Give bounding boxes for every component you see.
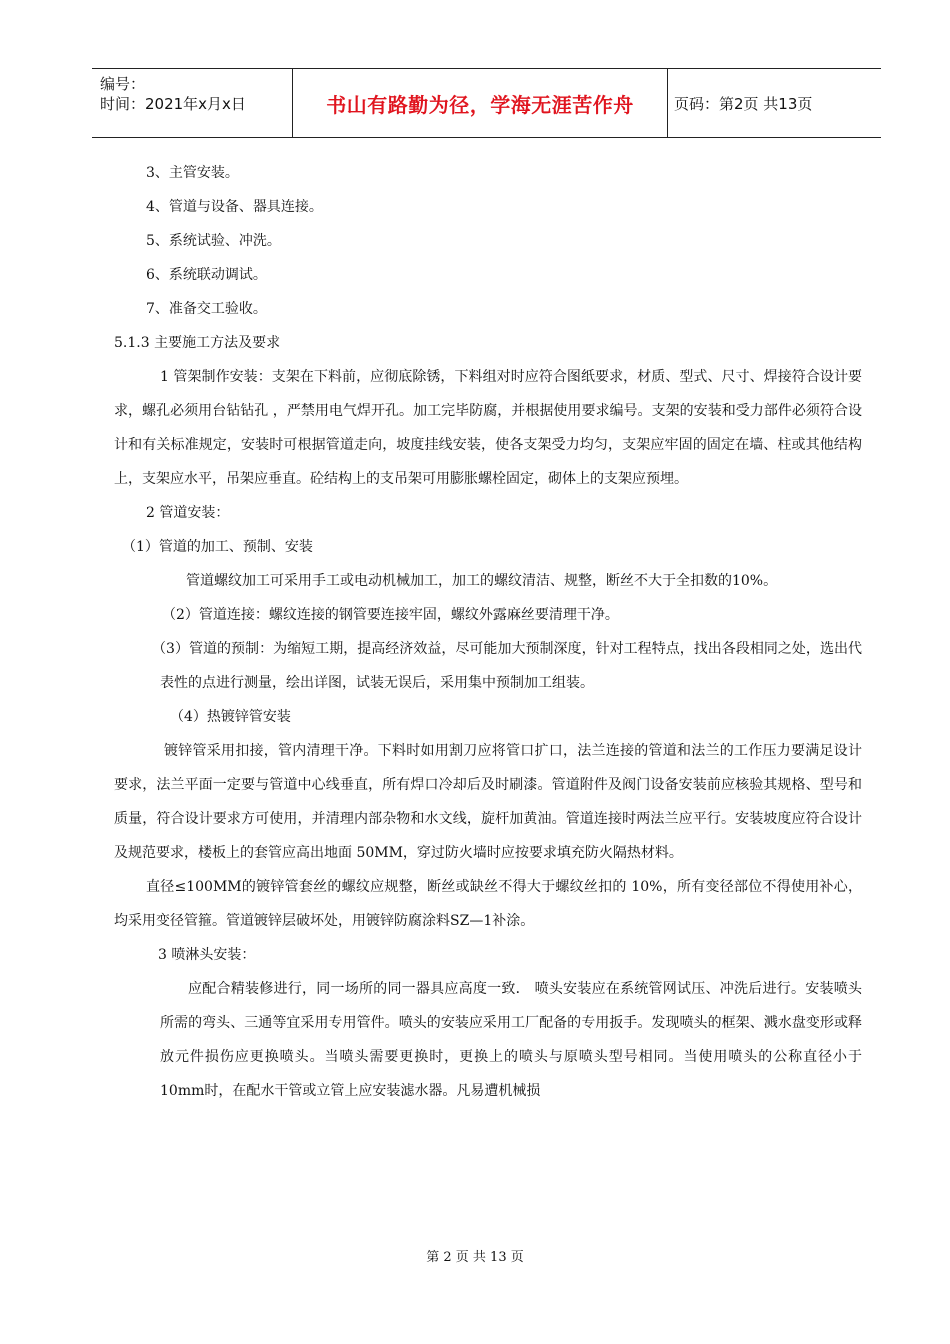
header-motto-cell [292, 69, 668, 137]
header-page-number: 页码：第2页 共13页 [674, 94, 813, 113]
paragraph-thread-processing: 管道螺纹加工可采用手工或电动机械加工，加工的螺纹清洁、规整，断丝不大于全扣数的10%。 [186, 573, 778, 589]
step-7-acceptance: 7、准备交工验收。 [146, 301, 267, 317]
paragraph-sprinkler-installation: 应配合精装修进行，同一场所的同一器具应高度一致． 喷头安装应在系统管网试压、冲洗后进行。安装喷头所需的弯头、三通等宜采用专用管件。喷头的安装应采用工厂配备的专用扳手。发现喷头的框架、溅水盘变形或释放元件损伤应更换喷头。当喷头需要更换时，更换上的喷头与原喷头型号相同。当使用喷头的公称直径小于 10mm时，在配水干管或立管上应安装滤水器。凡易遭机械损 [160, 981, 862, 1099]
page-header [92, 68, 881, 138]
document-time-label: 时间：2021年x月x日 [100, 95, 246, 113]
paragraph-pipe-connection: （2）管道连接：螺纹连接的钢管要连接牢固，螺纹外露麻丝要清理干净。 [162, 607, 619, 623]
paragraph-support-fabrication: 1 管架制作安装：支架在下料前，应彻底除锈，下料组对时应符合图纸要求，材质、型式、尺寸、焊接符合设计要求，螺孔必须用台钻钻孔 ，严禁用电气焊开孔。加工完毕防腐，并根据使用要求编号。支架的安装和受力部件必须符合设计和有关标准规定，安装时可根据管道走向，坡度挂线安装，使各支架受力均匀，支架应牢固的固定在墙、柱或其他结构上，支架应水平，吊架应垂直。砼结构上的支吊架可用膨胀螺栓固定，砌体上的支架应预埋。 [114, 369, 862, 487]
step-6-linkage-debug: 6、系统联动调试。 [146, 267, 267, 283]
page-footer: 第 2 页 共 13 页 [426, 1250, 524, 1265]
heading-pipe-installation: 2 管道安装： [146, 505, 230, 521]
header-left-cell [92, 69, 292, 137]
subheading-galvanized-pipe: （4）热镀锌管安装 [170, 709, 291, 725]
header-motto: 书山有路勤为径，学海无涯苦作舟 [326, 92, 634, 117]
step-3-main-pipe: 3、主管安装。 [146, 165, 239, 181]
document-number-label: 编号： [100, 75, 146, 93]
paragraph-threading-diameter: 直径≤100MM的镀锌管套丝的螺纹应规整，断丝或缺丝不得大于螺纹丝扣的 10%，所有变径部位不得使用补心，均采用变径管箍。管道镀锌层破坏处，用镀锌防腐涂料SZ—1补涂。 [114, 879, 862, 929]
step-5-system-test: 5、系统试验、冲洗。 [146, 233, 281, 249]
paragraph-pipe-prefabrication: （3）管道的预制：为缩短工期，提高经济效益，尽可能加大预制深度，针对工程特点，找出各段相同之处，选出代表性的点进行测量，绘出详图，试装无误后，采用集中预制加工组装。 [152, 641, 862, 691]
paragraph-galvanized-pipe: 镀锌管采用扣接，管内清理干净。下料时如用割刀应将管口扩口，法兰连接的管道和法兰的工作压力要满足设计要求，法兰平面一定要与管道中心线垂直，所有焊口冷却后及时刷漆。管道附件及阀门设备安装前应核验其规格、型号和质量，符合设计要求方可使用，并清理内部杂物和水文线，旋杆加黄油。管道连接时两法兰应平行。安装坡度应符合设计及规范要求，楼板上的套管应高出地面 50MM，穿过防火墙时应按要求填充防火隔热材料。 [114, 743, 862, 861]
document-body [114, 156, 862, 1108]
subheading-processing-prefab: （1）管道的加工、预制、安装 [122, 539, 313, 555]
section-heading-5-1-3: 5.1.3 主要施工方法及要求 [114, 335, 281, 351]
heading-sprinkler-installation: 3 喷淋头安装： [158, 947, 256, 963]
step-4-pipe-connection: 4、管道与设备、器具连接。 [146, 199, 323, 215]
header-page-cell [666, 69, 881, 137]
